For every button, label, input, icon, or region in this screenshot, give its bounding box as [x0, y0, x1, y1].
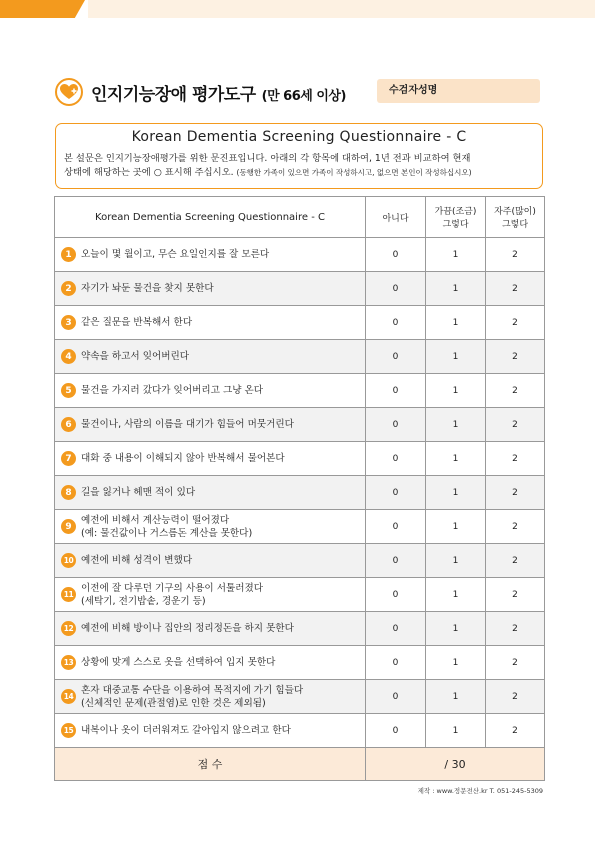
answer-no-option[interactable]: 0 [366, 680, 426, 714]
question-number-badge: 3 [61, 315, 76, 330]
answer-no-option[interactable]: 0 [366, 374, 426, 408]
answer-often-option[interactable]: 2 [486, 272, 545, 306]
table-row [55, 680, 545, 714]
table-row [55, 578, 545, 612]
question-number-badge: 6 [61, 417, 76, 432]
answer-no-option[interactable]: 0 [366, 612, 426, 646]
question-number-badge: 10 [61, 553, 76, 568]
answer-sometimes-option[interactable]: 1 [426, 612, 486, 646]
question-cell [55, 510, 366, 544]
question-number-badge: 4 [61, 349, 76, 364]
question-cell [55, 272, 366, 306]
answer-often-option[interactable]: 2 [486, 544, 545, 578]
question-cell [55, 646, 366, 680]
answer-no-option[interactable]: 0 [366, 238, 426, 272]
table-row [55, 238, 545, 272]
question-number-badge: 8 [61, 485, 76, 500]
answer-sometimes-option[interactable]: 1 [426, 442, 486, 476]
question-number-badge: 7 [61, 451, 76, 466]
question-text: 예전에 비해 성격이 변했다 [81, 555, 193, 566]
title-main: 인지기능장애 평가도구 [91, 84, 256, 105]
question-number-badge: 2 [61, 281, 76, 296]
answer-sometimes-option[interactable]: 1 [426, 680, 486, 714]
question-text: 약속을 하고서 잊어버린다 [81, 351, 190, 362]
intro-line-2 [64, 166, 542, 180]
header-often-line1: 자주(많이) [494, 207, 536, 217]
question-text: 혼자 대중교통 수단을 이용하여 목적지에 가기 힘들다 [81, 684, 304, 696]
question-cell [55, 612, 366, 646]
answer-no-option[interactable]: 0 [366, 476, 426, 510]
answer-sometimes-option[interactable]: 1 [426, 476, 486, 510]
answer-often-option[interactable]: 2 [486, 714, 545, 748]
question-cell [55, 578, 366, 612]
heart-plus-icon [55, 78, 83, 106]
question-number-badge: 13 [61, 655, 76, 670]
question-cell [55, 476, 366, 510]
question-text: 물건을 가지러 갔다가 잊어버리고 그냥 온다 [81, 385, 264, 396]
intro-line-1: 본 설문은 인지기능장애평가를 위한 문진표입니다. 아래의 각 항목에 대하여, 1년 전과 비교하여 현재 [64, 153, 471, 164]
question-cell [55, 340, 366, 374]
answer-no-option[interactable]: 0 [366, 408, 426, 442]
score-row [55, 748, 545, 781]
answer-no-option[interactable]: 0 [366, 272, 426, 306]
question-cell [55, 238, 366, 272]
answer-sometimes-option[interactable]: 1 [426, 510, 486, 544]
answer-often-option[interactable]: 2 [486, 340, 545, 374]
table-row [55, 374, 545, 408]
top-accent-bar [0, 0, 85, 18]
question-cell [55, 544, 366, 578]
question-text: 내복이나 옷이 더러워져도 갈아입지 않으려고 한다 [81, 725, 291, 736]
answer-sometimes-option[interactable]: 1 [426, 544, 486, 578]
table-row [55, 408, 545, 442]
table-row [55, 646, 545, 680]
answer-sometimes-option[interactable]: 1 [426, 646, 486, 680]
top-light-bar [88, 0, 595, 18]
answer-sometimes-option[interactable]: 1 [426, 578, 486, 612]
answer-often-option[interactable]: 2 [486, 510, 545, 544]
intro-line-2-text: 상태에 해당하는 곳에 ○ 표시해 주십시오. [64, 167, 234, 178]
question-cell [55, 306, 366, 340]
answer-sometimes-option[interactable]: 1 [426, 374, 486, 408]
question-text: 예전에 비해 방이나 집안의 정리정돈을 하지 못한다 [81, 623, 294, 634]
answer-often-option[interactable]: 2 [486, 442, 545, 476]
answer-no-option[interactable]: 0 [366, 714, 426, 748]
question-text: 자기가 놔둔 물건을 찾지 못한다 [81, 283, 214, 294]
table-row [55, 272, 545, 306]
table-row [55, 442, 545, 476]
intro-title: Korean Dementia Screening Questionnaire - C [131, 129, 467, 145]
page-title [91, 80, 346, 105]
answer-often-option[interactable]: 2 [486, 306, 545, 340]
intro-note: (동행한 가족이 있으면 가족이 작성하시고, 없으면 본인이 작성하십시오) [236, 168, 472, 177]
title-subtitle: (만 66세 이상) [261, 88, 346, 104]
question-text: (세탁기, 전기밥솥, 경운기 등) [81, 595, 206, 607]
score-value: / 30 [366, 748, 545, 781]
answer-sometimes-option[interactable]: 1 [426, 408, 486, 442]
question-cell [55, 714, 366, 748]
question-cell [55, 408, 366, 442]
question-number-badge: 11 [61, 587, 76, 602]
page-title-area [55, 77, 346, 107]
answer-sometimes-option[interactable]: 1 [426, 306, 486, 340]
answer-no-option[interactable]: 0 [366, 646, 426, 680]
question-text: (예: 물건값이나 거스름돈 계산을 못한다) [81, 527, 253, 539]
answer-often-option[interactable]: 2 [486, 374, 545, 408]
answer-often-option[interactable]: 2 [486, 680, 545, 714]
answer-often-option[interactable]: 2 [486, 238, 545, 272]
answer-sometimes-option[interactable]: 1 [426, 238, 486, 272]
table-row [55, 544, 545, 578]
question-cell [55, 680, 366, 714]
question-number-badge: 15 [61, 723, 76, 738]
answer-no-option[interactable]: 0 [366, 442, 426, 476]
question-cell [55, 442, 366, 476]
question-text: 예전에 비해서 계산능력이 떨어졌다 [81, 514, 230, 526]
table-row [55, 340, 545, 374]
footer-credit: 제작 : www.정문전산.kr T. 051-245-5309 [417, 787, 543, 795]
examinee-name-field[interactable] [377, 79, 540, 103]
question-text: 상황에 맞게 스스로 옷을 선택하여 입지 못한다 [81, 657, 276, 668]
table-row [55, 306, 545, 340]
question-text: 물건이나, 사람의 이름을 대기가 힘들어 머뭇거린다 [81, 419, 294, 430]
question-number-badge: 5 [61, 383, 76, 398]
answer-sometimes-option[interactable]: 1 [426, 272, 486, 306]
question-number-badge: 9 [61, 519, 76, 534]
answer-no-option[interactable]: 0 [366, 544, 426, 578]
question-text: 대화 중 내용이 이해되지 않아 반복해서 물어본다 [81, 453, 285, 464]
question-text: (신체적인 문제(관절염)로 인한 것은 제외됨) [81, 697, 266, 709]
intro-box [55, 123, 543, 189]
answer-sometimes-option[interactable]: 1 [426, 714, 486, 748]
answer-sometimes-option[interactable]: 1 [426, 340, 486, 374]
score-label: 점 수 [55, 748, 366, 781]
header-sometimes-line1: 가끔(조금) [434, 207, 477, 217]
answer-no-option[interactable]: 0 [366, 510, 426, 544]
questionnaire-table [54, 196, 545, 781]
question-text: 같은 질문을 반복해서 한다 [81, 317, 193, 328]
header-often-line2: 그렇다 [501, 220, 529, 230]
header-sometimes-line2: 그렇다 [442, 220, 469, 230]
question-number-badge: 1 [61, 247, 76, 262]
question-text: 길을 잃거나 헤맨 적이 있다 [81, 487, 196, 498]
header-often [486, 197, 545, 238]
table-row [55, 714, 545, 748]
answer-no-option[interactable]: 0 [366, 340, 426, 374]
table-row [55, 612, 545, 646]
table-header-row [55, 197, 545, 238]
header-no: 아니다 [366, 197, 426, 238]
question-text: 이전에 잘 다루던 기구의 사용이 서툴러졌다 [81, 582, 264, 594]
table-row [55, 476, 545, 510]
answer-often-option[interactable]: 2 [486, 646, 545, 680]
answer-often-option[interactable]: 2 [486, 476, 545, 510]
question-cell [55, 374, 366, 408]
answer-often-option[interactable]: 2 [486, 578, 545, 612]
header-sometimes [426, 197, 486, 238]
header-question: Korean Dementia Screening Questionnaire - C [55, 197, 366, 238]
question-number-badge: 14 [61, 689, 76, 704]
question-text: 오늘이 몇 월이고, 무슨 요일인지를 잘 모른다 [81, 249, 270, 260]
question-number-badge: 12 [61, 621, 76, 636]
examinee-name-label: 수검자성명 [389, 85, 438, 96]
table-row [55, 510, 545, 544]
answer-no-option[interactable]: 0 [366, 306, 426, 340]
answer-often-option[interactable]: 2 [486, 408, 545, 442]
answer-no-option[interactable]: 0 [366, 578, 426, 612]
answer-often-option[interactable]: 2 [486, 612, 545, 646]
